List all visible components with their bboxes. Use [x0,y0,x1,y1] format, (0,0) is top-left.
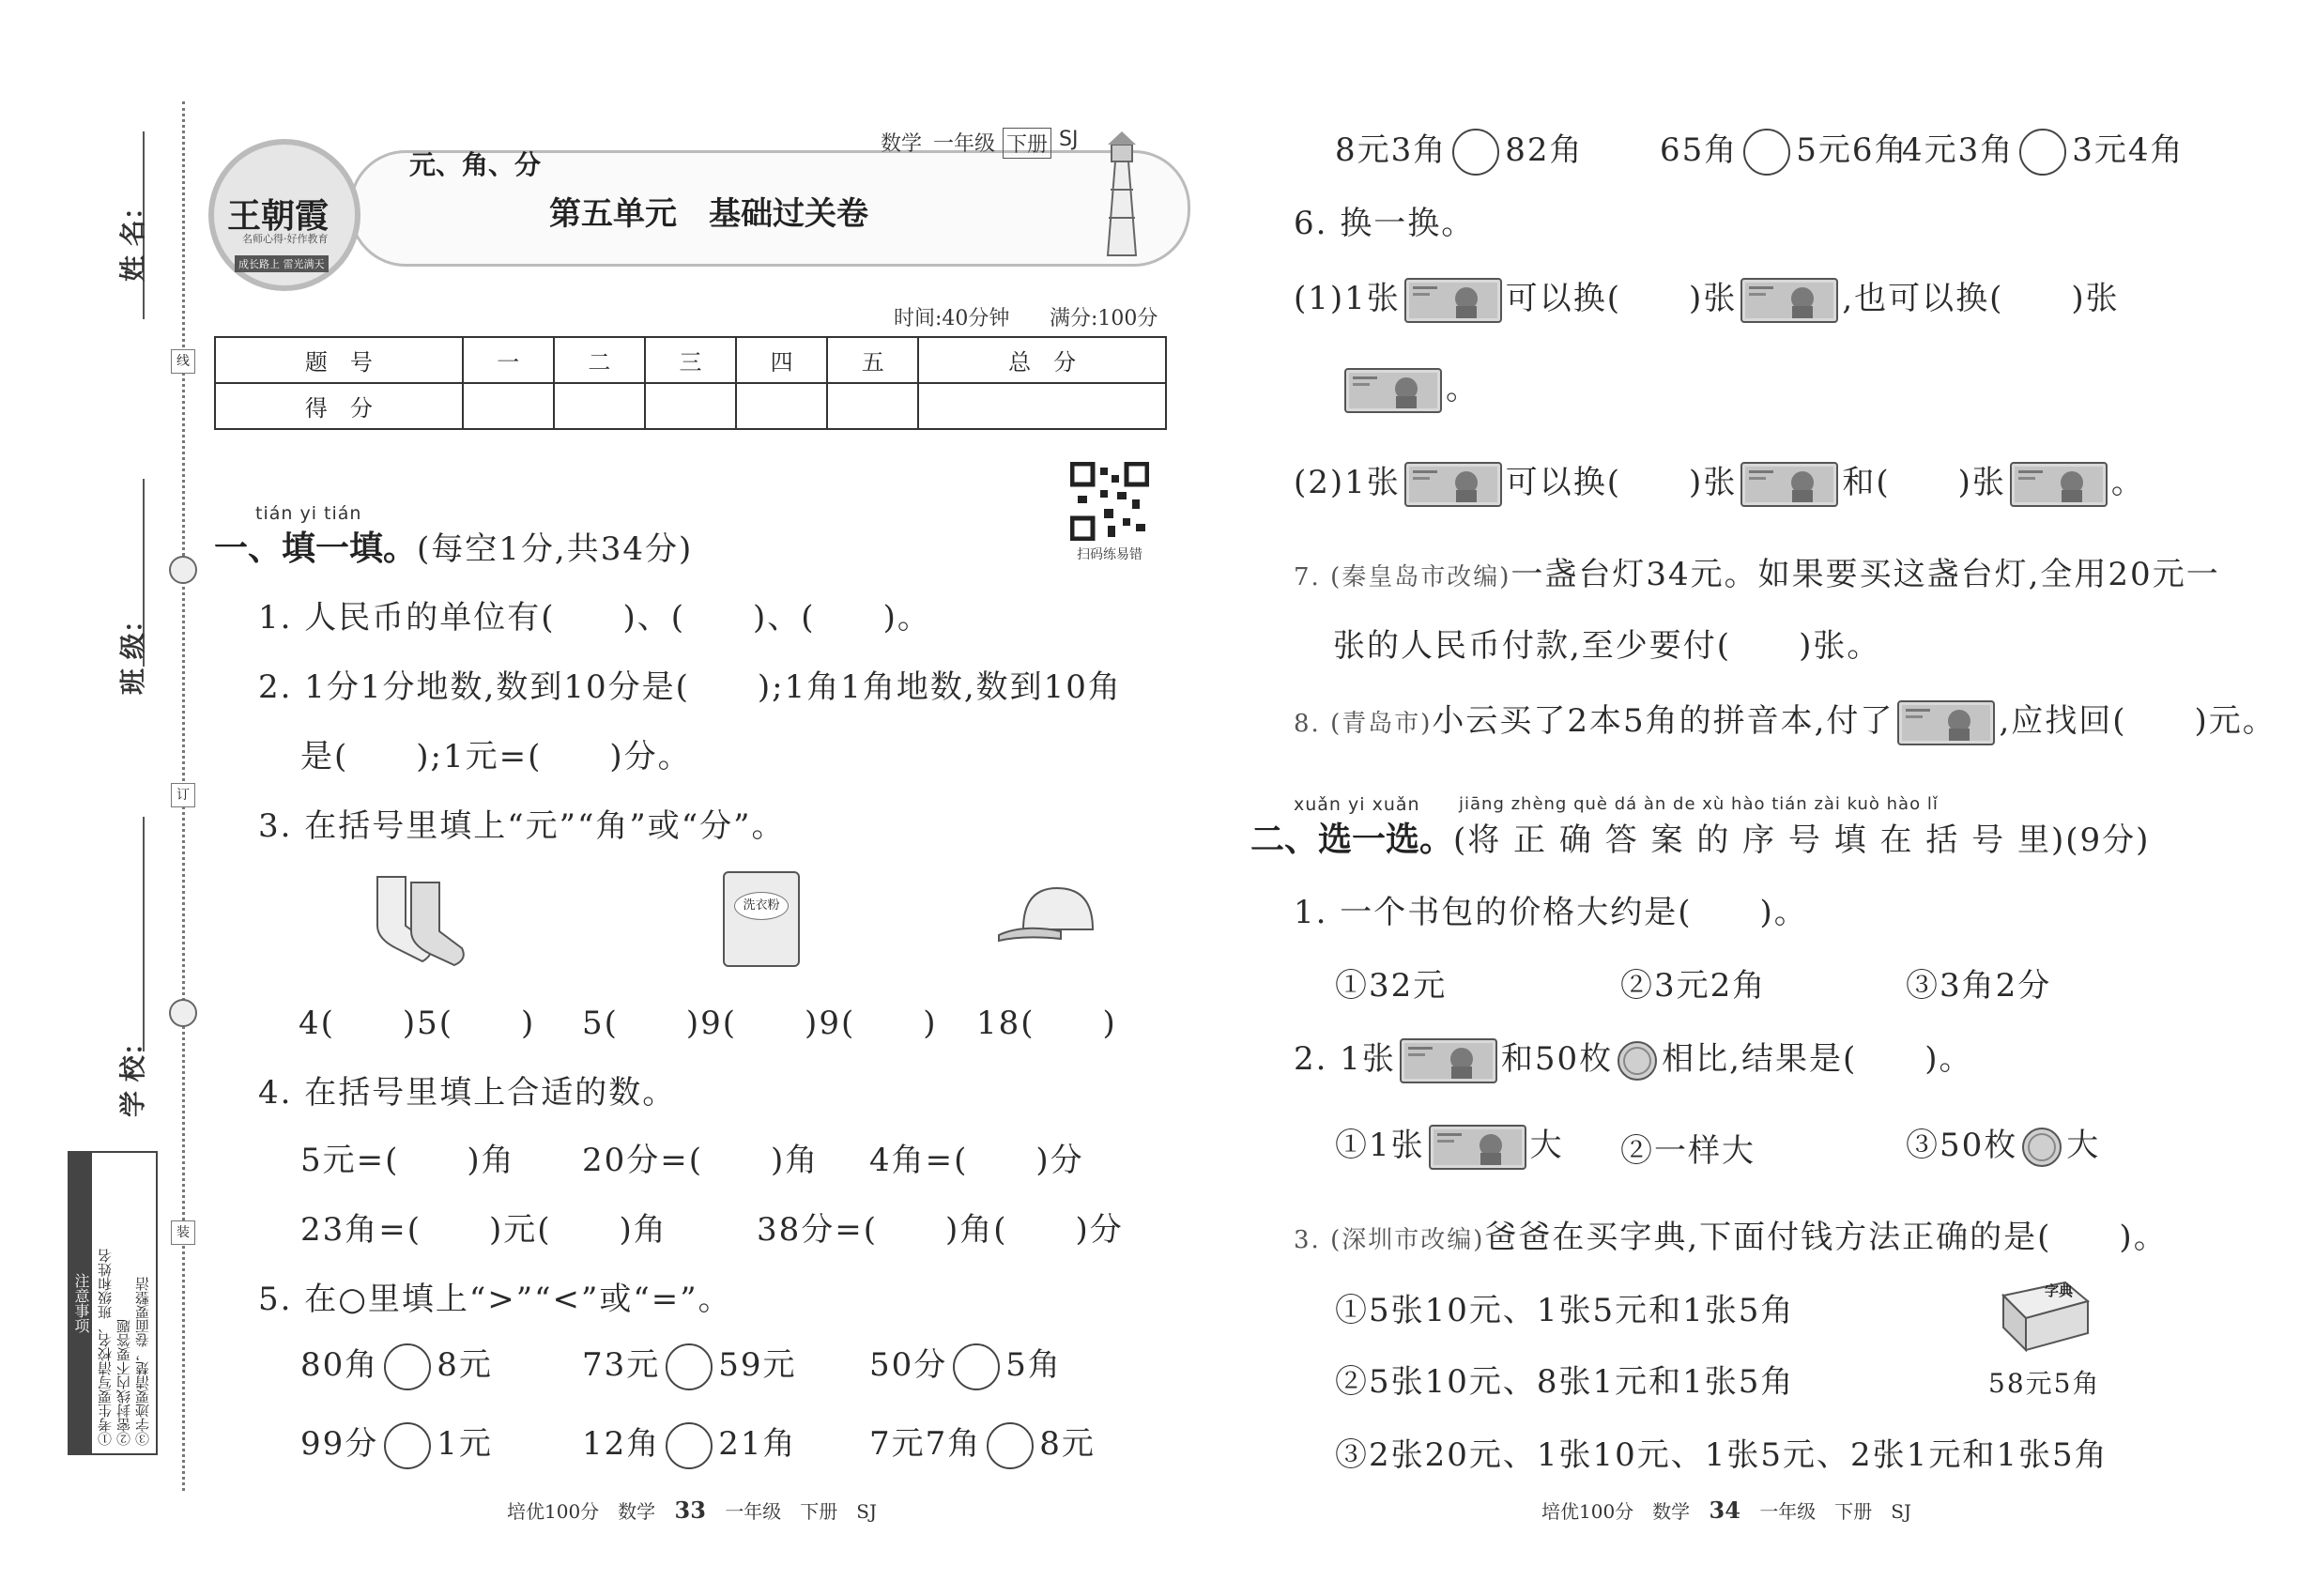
q5-compare-item [582,1339,797,1390]
s1-option[interactable]: ①32元 [1335,967,1448,1005]
meta-grade: 一年级 [933,132,996,156]
q5-compare-item [869,1418,1096,1469]
q6-1-part: (1)1张 [1294,280,1401,317]
notes-item: ①考生要写清校名、班级和姓名 [97,1249,114,1446]
cap-icon [995,882,1098,948]
sec1-pinyin: tián yi tián [255,503,362,524]
compare-circle[interactable] [384,1343,431,1390]
compare-left: 80角 [300,1346,379,1384]
qr-code[interactable] [1070,462,1149,563]
school-write-line[interactable] [143,817,145,1051]
q7-line2: 张的人民币付款,至少要付( )张。 [1333,627,1881,665]
q5-compare-item [300,1418,493,1469]
s2-option[interactable] [1906,1119,2100,1168]
compare-right: 59元 [718,1346,797,1384]
notes-item: ②密封线内不要答题 [115,1319,132,1446]
detergent-bag-label: 洗衣粉 [734,892,789,920]
s2-option[interactable]: ②一样大 [1620,1132,1756,1170]
compare-circle[interactable] [953,1343,1000,1390]
compare-circle[interactable] [666,1422,713,1469]
cmp-item [1660,124,1909,176]
q8-line [1294,695,2277,745]
score-cell[interactable] [736,383,827,429]
q5-compare-item [300,1339,493,1390]
detergent-bag [723,871,800,967]
section-1-desc: (每空1分,共34分) [417,530,694,568]
binding-pin [169,999,197,1027]
page-number: 34 [1709,1496,1740,1524]
full-score: 满分:100分 [1050,307,1158,330]
q4-item: 5元=( )角 [300,1142,515,1179]
q6-2-part: (2)1张 [1294,464,1401,501]
compare-left: 65角 [1660,131,1739,169]
q6-2-part: 。 [2110,464,2145,501]
cmp-item [1902,124,2185,176]
topic-label: 元、角、分 [409,149,542,180]
compare-circle[interactable] [1452,129,1499,176]
logo-badge [208,139,360,291]
logo-text: 王朝霞 [227,196,330,236]
s2-option-text: ①1张 [1335,1127,1425,1164]
s3-option[interactable]: ③2张20元、1张10元、1张5元、2张1元和1张5角 [1335,1436,2108,1474]
s2-line [1294,1033,1973,1083]
s1-option[interactable]: ②3元2角 [1620,967,1767,1005]
score-header-cell: 题 号 [215,337,463,383]
q6-text: 6. 换一换。 [1294,205,1476,242]
section-2-heading [1250,813,2150,861]
section-1-title: 一、填一填。 [214,529,418,568]
score-cell[interactable] [827,383,918,429]
dictionary-icon [1990,1277,2093,1356]
q6-1-part: ,也可以换( )张 [1842,280,2120,317]
binding-tag-line: 线 [171,349,195,374]
notes-title: 注意事项 [69,1153,92,1453]
score-table-score-row [215,383,1166,429]
s1-option[interactable]: ③3角2分 [1906,967,2052,1005]
s3-option[interactable]: ②5张10元、8张1元和1张5角 [1335,1363,1795,1401]
dictionary-label: 字典 [2045,1282,2074,1299]
compare-circle[interactable] [2019,129,2066,176]
q6-2-part: 和( )张 [1842,464,2006,501]
compare-left: 12角 [582,1425,661,1463]
banknote-5-icon [1429,1125,1526,1170]
coin-1-yuan-icon [2021,1127,2062,1168]
q5-compare-item [869,1339,1062,1390]
logo-motto-bottom: 成长路上 雷光满天 [235,255,329,272]
meta-edition: SJ [1059,128,1079,151]
compare-right: 8元 [1039,1425,1096,1463]
q4-item: 38分=( )角( )分 [757,1211,1124,1249]
name-label: 姓 名： [117,193,148,282]
notes-item: ③字迹要清楚，卷面要整洁 [134,1277,151,1446]
footer-book: 培优100分 数学 [507,1500,656,1523]
banknote-20-icon [1404,278,1502,323]
q2-line1: 2. 1分1分地数,数到10分是( );1角1角地数,数到10角 [258,668,1122,706]
q8-source: 8. (青岛市) [1294,710,1433,738]
compare-right: 5角 [1005,1346,1062,1384]
s3-option[interactable]: ①5张10元、1张5元和1张5角 [1335,1292,1795,1329]
logo-motto-top: 名师心得·好作教育 [242,233,329,245]
q6-2-part: 可以换( )张 [1505,464,1738,501]
score-header-cell: 二 [554,337,645,383]
banknote-5-icon [1897,700,1995,745]
sec2-pinyin: xuǎn yi xuǎn [1294,794,1420,815]
compare-left: 8元3角 [1335,131,1448,169]
q4-item: 23角=( )元( )角 [300,1211,667,1249]
compare-left: 99分 [300,1425,379,1463]
q4-item: 4角=( )分 [869,1142,1084,1179]
binding-pin [169,556,197,584]
s2-option-text: 大 [1529,1127,1564,1164]
compare-right: 21角 [718,1425,797,1463]
q1-text: 1. 人民币的单位有( )、( )、( )。 [258,599,931,637]
footer-grade: 一年级 下册 SJ [1759,1500,1912,1523]
q3-answer-socks: 4( )5( ) [299,1005,536,1042]
compare-left: 50分 [869,1346,948,1384]
q6-1-line2 [1341,362,1480,413]
footer-book: 培优100分 数学 [1541,1500,1691,1523]
exam-time: 时间:40分钟 [894,307,1010,330]
banknote-10-icon [1740,278,1838,323]
score-cell[interactable] [463,383,554,429]
s2-option-text: ③50枚 [1906,1127,2018,1164]
banknote-50-icon [1404,462,1502,507]
compare-left: 73元 [582,1346,661,1384]
q4-text: 4. 在括号里填上合适的数。 [258,1074,677,1112]
school-label: 学 校： [117,1029,148,1117]
q3-answer-detergent: 5( )9( )9( ) [582,1005,938,1042]
section-1-heading [214,522,693,570]
footer-left [507,1496,877,1524]
footer-right [1541,1496,1911,1524]
coin-1-yuan-icon [1617,1040,1658,1082]
meta-subject: 数学 [881,132,923,156]
meta-volume: 下册 [1003,128,1051,159]
q6-1-part: 。 [1446,370,1480,407]
score-header-cell: 三 [645,337,736,383]
compare-left: 7元7角 [869,1425,982,1463]
score-cell[interactable] [918,383,1166,429]
banknote-20-icon [1740,462,1838,507]
s3-source: 3. (深圳市改编) [1294,1226,1485,1254]
q6-1-part: 可以换( )张 [1505,280,1738,317]
class-label: 班 级： [117,606,148,695]
banknote-10-icon [2010,462,2108,507]
s1-text: 1. 一个书包的价格大约是( )。 [1294,894,1808,931]
q3-text: 3. 在括号里填上“元”“角”或“分”。 [258,807,786,845]
score-table-header-row [215,337,1166,383]
q7-source: 7. (秦皇岛市改编) [1294,563,1511,591]
q2-line2: 是( );1元=( )分。 [300,738,692,775]
compare-circle[interactable] [666,1343,713,1390]
score-header-cell: 五 [827,337,918,383]
score-header-cell: 总 分 [918,337,1166,383]
q6-1-line [1294,272,2120,323]
page-number: 33 [674,1496,706,1524]
s2-part: 和50枚 [1500,1040,1614,1078]
score-header-cell: 四 [736,337,827,383]
qr-caption: 扫码练易错 [1077,547,1142,562]
q7-text: 一盏台灯34元。如果要买这盏台灯,全用20元一 [1510,556,2220,593]
binding-tag-zhuang: 装 [171,1220,195,1245]
q8-text: 小云买了2本5角的拼音本,付了 [1432,702,1894,740]
s2-part: 相比,结果是( )。 [1662,1040,1973,1078]
q5-compare-item [582,1418,797,1469]
socks-icon [368,873,471,967]
q5-text: 5. 在○里填上“>”“<”或“=”。 [258,1281,732,1318]
q8-text: ,应找回( )元。 [1999,702,2277,740]
s2-part: 2. 1张 [1294,1040,1396,1078]
score-table [214,336,1167,430]
q4-item: 20分=( )角 [582,1142,820,1179]
binding-tag-ding: 订 [171,783,195,807]
score-cell[interactable] [645,383,736,429]
compare-right: 3元4角 [2072,131,2185,169]
banknote-5-icon [1344,368,1442,413]
section-2-title: 二、选一选。 [1250,820,1454,859]
section-2-desc: (将 正 确 答 案 的 序 号 填 在 括 号 里)(9分) [1453,821,2151,859]
compare-right: 8元 [437,1346,493,1384]
compare-right: 82角 [1505,131,1584,169]
page-title: 第五单元 基础过关卷 [549,195,868,233]
q3-answer-cap: 18( ) [976,1005,1117,1042]
footer-grade: 一年级 下册 SJ [725,1500,878,1523]
s3-line [1294,1211,2168,1257]
s2-option[interactable] [1335,1119,1564,1170]
compare-circle[interactable] [987,1422,1034,1469]
q7-line1 [1294,548,2220,594]
compare-circle[interactable] [384,1422,431,1469]
compare-right: 5元6角 [1796,131,1909,169]
score-cell[interactable] [554,383,645,429]
banknote-5-icon [1400,1038,1497,1083]
compare-left: 4元3角 [1902,131,2015,169]
lighthouse-icon [1080,124,1164,263]
compare-circle[interactable] [1743,129,1790,176]
score-row-label: 得 分 [215,383,463,429]
q6-2-line [1294,456,2145,507]
score-header-cell: 一 [463,337,554,383]
s2-option-text: 大 [2066,1127,2101,1164]
qr-code-icon [1070,462,1149,541]
s3-text: 爸爸在买字典,下面付钱方法正确的是( )。 [1484,1219,2168,1256]
dictionary-price: 58元5角 [1988,1368,2101,1399]
notes-box [68,1151,158,1455]
compare-right: 1元 [437,1425,493,1463]
cmp-item [1335,124,1584,176]
sec2-pinyin-desc: jiāng zhèng què dá àn de xù hào tián zài kuò hào lǐ [1459,794,1939,814]
